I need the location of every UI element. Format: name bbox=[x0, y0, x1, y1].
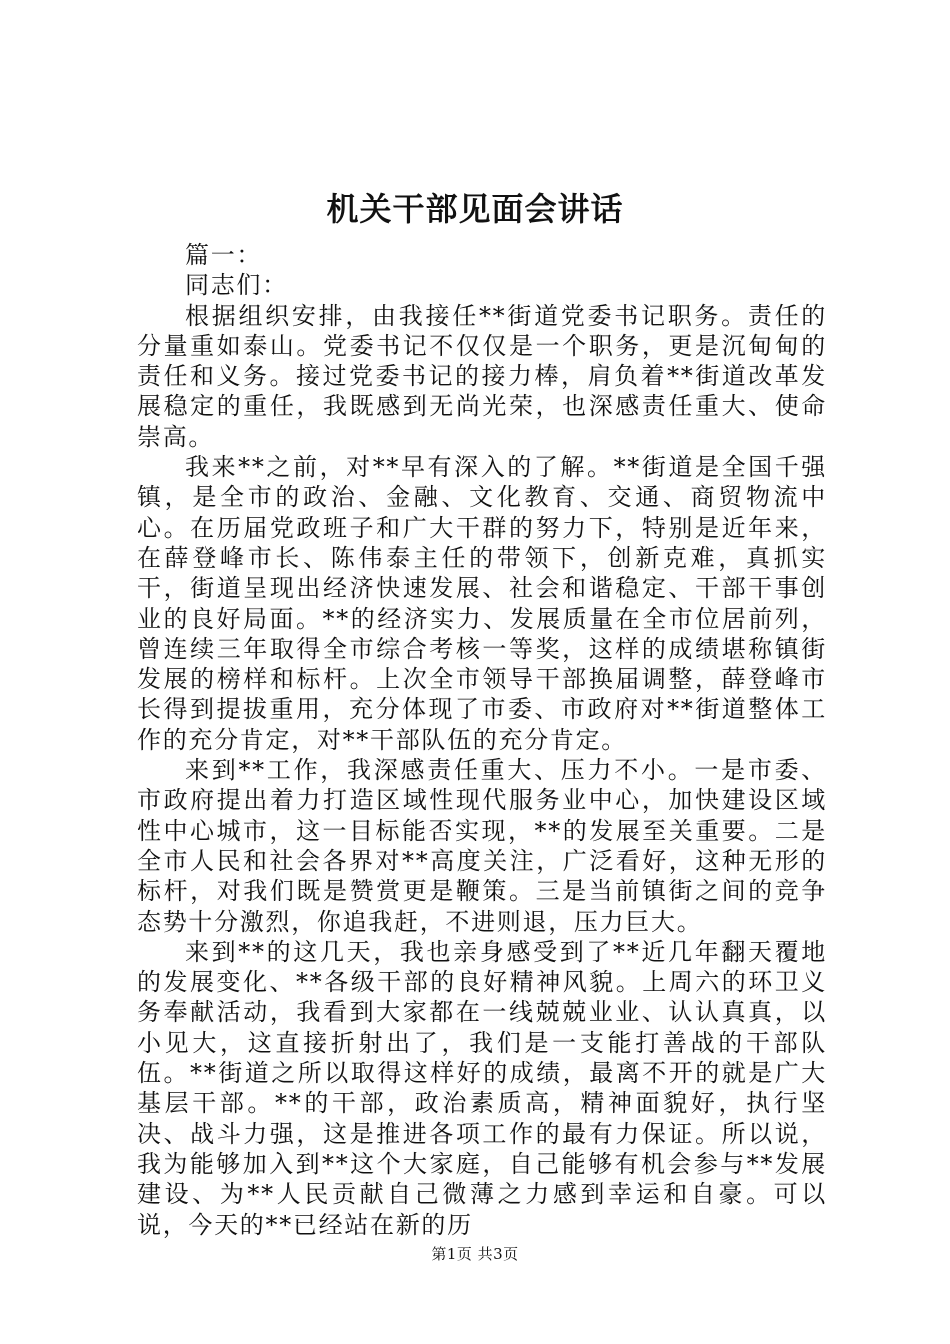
paragraph-4: 来到**的这几天，我也亲身感受到了**近几年翻天覆地的发展变化、**各级干部的良好精神风貌。上周六的环卫义务奉献活动，我看到大家都在一线兢兢业业、认认真真，以小见大，这直接折射出了，我们是一支能打善战的干部队伍。**街道之所以取得这样好的成绩，最离不开的就是广大基层干部。**的干部，政治素质高，精神面貌好，执行坚决、战斗力强，这是推进各项工作的最有力保证。所以说，我为能够加入到**这个大家庭，自己能够有机会参与**发展建设、为**人民贡献自己微薄之力感到幸运和自豪。可以说，今天的**已经站在新的历 bbox=[137, 937, 827, 1239]
paragraph-2: 我来**之前，对**早有深入的了解。**街道是全国千强镇，是全市的政治、金融、文化教育、交通、商贸物流中心。在历届党政班子和广大干群的努力下，特别是近年来，在薛登峰市长、陈伟泰主任的带领下，创新克难，真抓实干，街道呈现出经济快速发展、社会和谐稳定、干部干事创业的良好局面。**的经济实力、发展质量在全市位居前列，曾连续三年取得全市综合考核一等奖，这样的成绩堪称镇街发展的榜样和标杆。上次全市领导干部换届调整，薛登峰市长得到提拔重用，充分体现了市委、市政府对**街道整体工作的充分肯定，对**干部队伍的充分肯定。 bbox=[137, 453, 827, 754]
salutation: 同志们： bbox=[185, 271, 288, 300]
paragraph-1: 根据组织安排，由我接任**街道党委书记职务。责任的分量重如泰山。党委书记不仅仅是一个职务，更是沉甸甸的责任和义务。接过党委书记的接力棒，肩负着**街道改革发展稳定的重任，我既感到无尚光荣，也深感责任重大、使命崇高。 bbox=[137, 301, 827, 451]
page-footer: 第1页 共3页 bbox=[431, 1245, 519, 1263]
section-label: 篇一： bbox=[185, 241, 263, 269]
document-body bbox=[137, 240, 827, 1240]
paragraph-3: 来到**工作，我深感责任重大、压力不小。一是市委、市政府提出着力打造区域性现代服务业中心，加快建设区域性中心城市，这一目标能否实现，**的发展至关重要。二是全市人民和社会各界对**高度关注，广泛看好，这种无形的标杆，对我们既是赞赏更是鞭策。三是当前镇街之间的竞争态势十分激烈，你追我赶，不进则退，压力巨大。 bbox=[137, 756, 827, 936]
document-title: 机关干部见面会讲话 bbox=[326, 190, 624, 228]
